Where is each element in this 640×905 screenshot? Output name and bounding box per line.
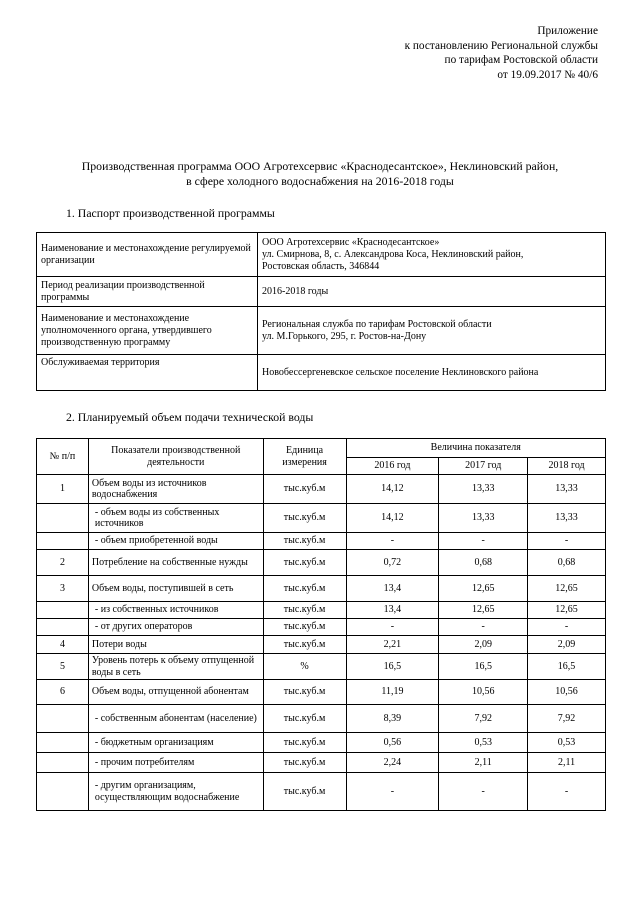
row-value: 16,5 [346, 654, 439, 680]
row-value: - [346, 773, 439, 811]
row-value: - [528, 619, 606, 636]
row-unit: тыс.куб.м [263, 705, 346, 733]
row-value: 0,68 [528, 550, 606, 576]
table-row [37, 533, 606, 550]
appendix-line: от 19.09.2017 № 40/6 [497, 68, 598, 81]
row-number [37, 753, 89, 773]
row-indicator: Потребление на собственные нужды [88, 550, 263, 576]
row-value: 13,4 [346, 602, 439, 619]
table-row [37, 550, 606, 576]
row-number [37, 705, 89, 733]
appendix-line: по тарифам Ростовской области [444, 54, 598, 66]
row-number: 4 [37, 636, 89, 654]
header-value: Величина показателя [346, 439, 606, 458]
passport-label: Период реализации производственной программы [37, 277, 258, 307]
row-indicator: Уровень потерь к объему отпущенной воды в сеть [88, 654, 263, 680]
passport-row [37, 233, 606, 277]
appendix-block [405, 24, 598, 82]
table-row [37, 576, 606, 602]
row-indicator: Потери воды [88, 636, 263, 654]
row-value: 7,92 [439, 705, 528, 733]
passport-value [258, 355, 606, 391]
row-value: - [528, 533, 606, 550]
row-value: 0,53 [528, 733, 606, 753]
row-unit: тыс.куб.м [263, 533, 346, 550]
passport-value [258, 307, 606, 355]
row-unit: тыс.куб.м [263, 550, 346, 576]
section-heading-passport: 1. Паспорт производственной программы [66, 206, 275, 220]
row-value: - [439, 773, 528, 811]
passport-value-line: ул. М.Горького, 295, г. Ростов-на-Дону [262, 330, 427, 342]
appendix-line: к постановлению Региональной службы [404, 39, 598, 52]
row-indicator: - другим организациям, осуществляющим водоснабжение [88, 773, 263, 811]
header-year: 2017 год [439, 458, 528, 475]
row-indicator: Объем воды, поступившей в сеть [88, 576, 263, 602]
row-indicator: - собственным абонентам (население) [88, 705, 263, 733]
row-indicator: - объем воды из собственных источников [88, 504, 263, 533]
row-number [37, 504, 89, 533]
title-line: Производственная программа ООО Агротехсервис «Краснодесантское», Неклиновский район, [81, 159, 559, 173]
table-row [37, 475, 606, 504]
row-value: 0,68 [439, 550, 528, 576]
row-value: 10,56 [439, 680, 528, 705]
row-value: 8,39 [346, 705, 439, 733]
table-row [37, 680, 606, 705]
row-number [37, 533, 89, 550]
row-value: 2,09 [528, 636, 606, 654]
passport-row [37, 277, 606, 307]
row-indicator: - прочим потребителям [88, 753, 263, 773]
row-value: 2,09 [439, 636, 528, 654]
row-unit: % [263, 654, 346, 680]
row-value: 12,65 [528, 576, 606, 602]
row-value: 14,12 [346, 475, 439, 504]
row-value: - [439, 533, 528, 550]
row-unit: тыс.куб.м [263, 619, 346, 636]
row-unit: тыс.куб.м [263, 680, 346, 705]
row-number: 5 [37, 654, 89, 680]
row-number [37, 602, 89, 619]
title-line: в сфере холодного водоснабжения на 2016-2018 годы [186, 174, 454, 188]
row-unit: тыс.куб.м [263, 475, 346, 504]
row-value: 2,11 [528, 753, 606, 773]
row-value: 11,19 [346, 680, 439, 705]
row-value: 12,65 [439, 602, 528, 619]
row-value: 10,56 [528, 680, 606, 705]
row-unit: тыс.куб.м [263, 733, 346, 753]
row-indicator: - от других операторов [88, 619, 263, 636]
row-indicator: Объем воды, отпущенной абонентам [88, 680, 263, 705]
header-year: 2018 год [528, 458, 606, 475]
passport-value-line: 2016-2018 годы [262, 285, 329, 297]
row-value: 7,92 [528, 705, 606, 733]
passport-value [258, 277, 606, 307]
row-value: 13,33 [439, 504, 528, 533]
header-unit: Единица измерения [263, 439, 346, 475]
passport-row [37, 355, 606, 391]
row-value: 13,33 [528, 504, 606, 533]
row-number [37, 773, 89, 811]
header-year: 2016 год [346, 458, 439, 475]
row-number: 2 [37, 550, 89, 576]
table-row [37, 773, 606, 811]
row-value: 0,53 [439, 733, 528, 753]
header-row [37, 439, 606, 458]
row-value: 12,65 [528, 602, 606, 619]
row-value: 2,24 [346, 753, 439, 773]
row-value: 14,12 [346, 504, 439, 533]
row-unit: тыс.куб.м [263, 773, 346, 811]
table-row [37, 753, 606, 773]
passport-row [37, 307, 606, 355]
row-value: - [346, 619, 439, 636]
table-row [37, 619, 606, 636]
passport-value-line: ул. Смирнова, 8, с. Александрова Коса, Неклиновский район, [262, 248, 524, 260]
passport-table [36, 232, 606, 391]
row-value: 16,5 [439, 654, 528, 680]
passport-value-line: Ростовская область, 346844 [262, 260, 380, 272]
row-indicator: Объем воды из источников водоснабжения [88, 475, 263, 504]
row-number [37, 619, 89, 636]
row-value: - [439, 619, 528, 636]
document-title [40, 159, 600, 189]
row-number [37, 733, 89, 753]
appendix-line: Приложение [537, 25, 598, 37]
row-value: 2,21 [346, 636, 439, 654]
header-indicator: Показатели производственной деятельности [88, 439, 263, 475]
row-unit: тыс.куб.м [263, 636, 346, 654]
row-unit: тыс.куб.м [263, 753, 346, 773]
row-value: 13,4 [346, 576, 439, 602]
table-row [37, 636, 606, 654]
volumes-table [36, 438, 606, 811]
passport-value [258, 233, 606, 277]
row-value: 13,33 [439, 475, 528, 504]
row-value: 0,72 [346, 550, 439, 576]
row-indicator: - из собственных источников [88, 602, 263, 619]
row-number: 6 [37, 680, 89, 705]
row-indicator: - объем приобретенной воды [88, 533, 263, 550]
passport-value-line: Новобессергеневское сельское поселение Неклиновского района [262, 366, 539, 378]
table-row [37, 602, 606, 619]
passport-label: Наименование и местонахождение уполномоченного органа, утвердившего производственную программу [37, 307, 258, 355]
row-number: 1 [37, 475, 89, 504]
volumes-body [37, 475, 606, 811]
section-heading-volumes: 2. Планируемый объем подачи технической воды [66, 410, 314, 424]
table-row [37, 705, 606, 733]
header-num: № п/п [37, 439, 89, 475]
row-value: - [346, 533, 439, 550]
row-value: - [528, 773, 606, 811]
row-value: 16,5 [528, 654, 606, 680]
table-row [37, 504, 606, 533]
passport-value-line: Региональная служба по тарифам Ростовской области [262, 318, 492, 330]
row-number: 3 [37, 576, 89, 602]
table-row [37, 733, 606, 753]
row-value: 0,56 [346, 733, 439, 753]
row-value: 2,11 [439, 753, 528, 773]
passport-label: Обслуживаемая территория [37, 355, 258, 391]
passport-label: Наименование и местонахождение регулируемой организации [37, 233, 258, 277]
passport-value-line: ООО Агротехсервис «Краснодесантское» [262, 236, 440, 248]
row-unit: тыс.куб.м [263, 576, 346, 602]
row-value: 12,65 [439, 576, 528, 602]
row-indicator: - бюджетным организациям [88, 733, 263, 753]
row-unit: тыс.куб.м [263, 504, 346, 533]
row-unit: тыс.куб.м [263, 602, 346, 619]
row-value: 13,33 [528, 475, 606, 504]
table-row [37, 654, 606, 680]
